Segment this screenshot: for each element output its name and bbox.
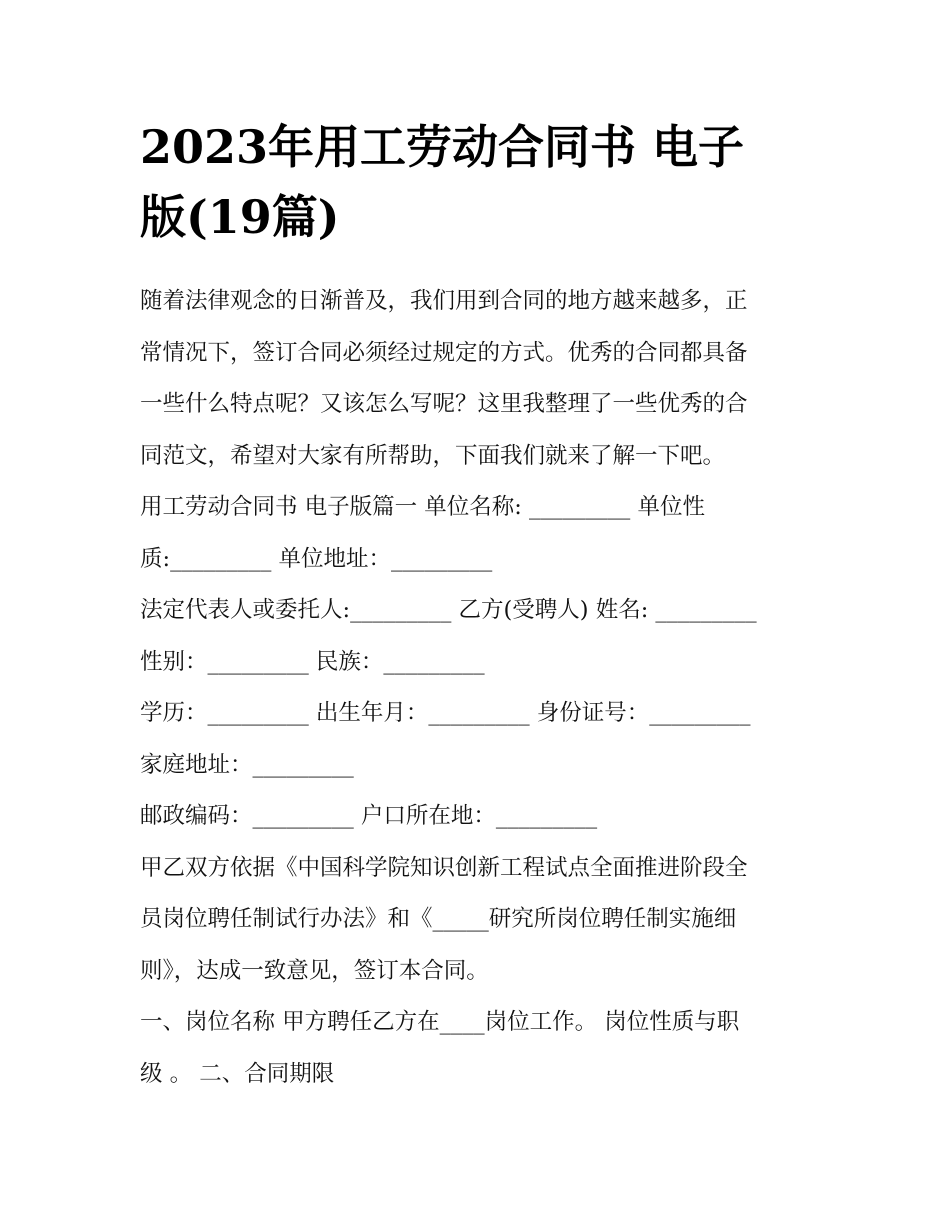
intro-paragraph-line: 一些什么特点呢？又该怎么写呢？这里我整理了一些优秀的合 <box>140 391 748 417</box>
personal-info-line: 性别：_________ 民族：_________ <box>140 648 485 675</box>
basis-paragraph-line: 则》，达成一致意见，签订本合同。 <box>140 957 489 984</box>
unit-info-line: 用工劳动合同书 电子版篇一 单位名称: _________ 单位性 <box>140 494 705 520</box>
basis-paragraph-line: 甲乙双方依据《中国科学院知识创新工程试点全面推进阶段全 <box>140 854 748 881</box>
intro-paragraph-line: 同范文，希望对大家有所帮助，下面我们就来了解一下吧。 <box>140 442 726 469</box>
representative-line: 法定代表人或委托人:_________ 乙方(受聘人) 姓名: _________ <box>140 597 757 623</box>
document-body <box>140 276 820 1100</box>
clause-line: 级 。 二、合同期限 <box>140 1060 335 1087</box>
title-line: 2023年用工劳动合同书 电子 <box>140 120 745 174</box>
basis-paragraph-line: 员岗位聘任制试行办法》和《_____研究所岗位聘任制实施细 <box>140 906 737 932</box>
title-line: 版(19篇) <box>140 190 340 244</box>
address-line: 家庭地址：_________ <box>140 751 354 778</box>
unit-info-line: 质:_________ 单位地址：_________ <box>140 545 493 572</box>
intro-paragraph-line: 随着法律观念的日渐普及，我们用到合同的地方越来越多，正 <box>140 288 748 314</box>
clause-line: 一、岗位名称 甲方聘任乙方在____岗位工作。 岗位性质与职 <box>140 1009 740 1035</box>
document-title <box>140 112 820 252</box>
personal-info-line: 学历：_________ 出生年月：_________ 身份证号：_________ <box>140 700 751 726</box>
intro-paragraph-line: 常情况下，签订合同必须经过规定的方式。优秀的合同都具备 <box>140 339 748 366</box>
postal-line: 邮政编码：_________ 户口所在地：_________ <box>140 803 598 829</box>
